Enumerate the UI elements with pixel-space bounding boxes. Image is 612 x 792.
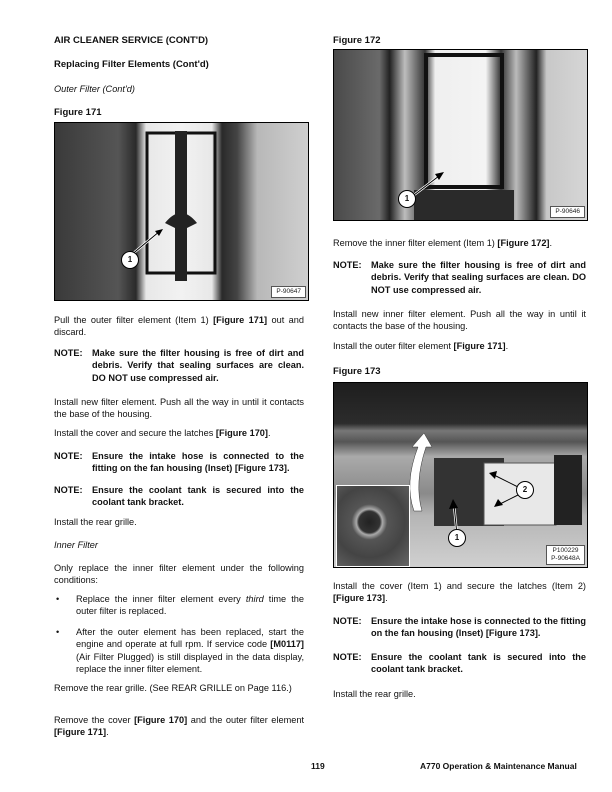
- filter-housing-icon: [334, 50, 587, 220]
- photo-code: P-90647: [271, 286, 306, 298]
- paragraph: [54, 714, 304, 739]
- text: and the outer filter element: [187, 715, 304, 725]
- text: .: [549, 238, 553, 248]
- figure-173-label: Figure 173: [333, 366, 381, 377]
- text: Replace the inner filter element every: [76, 594, 246, 604]
- text: Install the rear grille.: [54, 517, 137, 527]
- text: .: [505, 341, 509, 351]
- figure-reference: [Figure 170]: [215, 428, 268, 438]
- figure-reference: [Figure 171]: [213, 315, 268, 325]
- paragraph: [333, 688, 586, 700]
- paragraph: [54, 427, 304, 439]
- paragraph: [333, 340, 586, 352]
- note-label: NOTE:: [54, 485, 83, 495]
- figure-reference: [Figure 171]: [453, 341, 506, 351]
- note-label: NOTE:: [333, 260, 362, 270]
- inset-photo: [336, 485, 410, 567]
- note-text: Make sure the filter housing is free of dirt and debris. Verify that sealing surfaces are clean. DO NOT use compressed air.: [371, 260, 586, 295]
- figure-reference: [Figure 173]: [333, 593, 386, 604]
- text: After the outer element has been replaced, start the engine and operate at full rpm. If service code: [76, 627, 304, 650]
- figure-173-photo: [333, 382, 588, 568]
- note-text: Make sure the filter housing is free of dirt and debris. Verify that sealing surfaces are clean. DO NOT use compressed air.: [92, 348, 304, 383]
- text: .: [385, 593, 388, 604]
- bullet-item: [54, 626, 304, 676]
- note-label: NOTE:: [54, 348, 83, 358]
- note-text: Ensure the intake hose is connected to the fitting on the fan housing (Inset) [Figure 173].: [371, 616, 586, 639]
- note-text: Ensure the coolant tank is secured into the coolant tank bracket.: [371, 652, 586, 675]
- text: Remove the rear grille. (See REAR GRILLE on Page 116.): [54, 683, 292, 693]
- subsection-title: Replacing Filter Elements (Cont'd): [54, 59, 209, 70]
- callout-1: 1: [448, 529, 466, 547]
- inner-filter-heading: Inner Filter: [54, 540, 98, 550]
- text: Only replace the inner filter element under the following conditions:: [54, 563, 304, 586]
- paragraph: [333, 237, 586, 249]
- bullet-item: [54, 593, 304, 618]
- text: Install the outer filter element: [333, 341, 454, 351]
- sub-subsection-title: Outer Filter (Cont'd): [54, 84, 135, 94]
- figure-172-label: Figure 172: [333, 35, 381, 46]
- photo-code: P-90646: [550, 206, 585, 218]
- paragraph: [333, 580, 586, 605]
- text: out and discard.: [54, 315, 304, 338]
- text: Install new filter element. Push all the way in until it contacts the base of the housing.: [54, 397, 304, 420]
- figure-171-label: Figure 171: [54, 107, 102, 118]
- note: [54, 484, 304, 509]
- text: .: [106, 727, 109, 738]
- photo-code: [546, 545, 585, 565]
- figure-172-photo: [333, 49, 588, 221]
- callout-1: 1: [121, 251, 139, 269]
- text: .: [267, 428, 271, 438]
- text: time the outer filter is replaced.: [76, 594, 305, 617]
- paragraph: [54, 562, 304, 587]
- note-text: Ensure the coolant tank is secured into the coolant tank bracket.: [92, 485, 304, 508]
- section-title: AIR CLEANER SERVICE (CONT'D): [54, 35, 209, 46]
- note: [333, 615, 586, 640]
- figure-171-photo: [54, 122, 309, 301]
- figure-reference: [Figure 170]: [134, 715, 188, 725]
- text: Pull the outer filter element (Item 1): [54, 315, 214, 325]
- photo-code-line: P100229: [552, 547, 579, 554]
- text: Install the rear grille.: [333, 689, 416, 699]
- filter-outline-icon: [55, 123, 308, 300]
- text: Remove the cover: [54, 715, 135, 725]
- callout-1: 1: [398, 190, 416, 208]
- page-number: 119: [311, 761, 325, 771]
- text: Install the cover (Item 1) and secure the latches (Item 2): [333, 581, 586, 591]
- text: (Air Filter Plugged) is still displayed in the data display, replace the inner filter element.: [76, 651, 304, 675]
- note-label: NOTE:: [54, 451, 83, 461]
- paragraph: [333, 308, 586, 333]
- text: Install new inner filter element. Push all the way in until it contacts the base of the housing.: [333, 309, 586, 332]
- paragraph: [54, 516, 304, 528]
- paragraph: [54, 682, 304, 694]
- callout-2: 2: [516, 481, 534, 499]
- note-text: Ensure the intake hose is connected to the fitting on the fan housing (Inset) [Figure 173].: [92, 451, 304, 474]
- bullet-icon: •: [56, 627, 60, 637]
- note: [54, 347, 304, 384]
- note: [333, 651, 586, 676]
- text: Install the cover and secure the latches: [54, 428, 216, 438]
- photo-code-line: P-90648A: [551, 555, 580, 562]
- text: Remove the inner filter element (Item 1): [333, 238, 498, 248]
- paragraph: [54, 314, 304, 339]
- manual-title: A770 Operation & Maintenance Manual: [420, 761, 577, 771]
- service-code: [M0117]: [270, 639, 304, 650]
- paragraph: [54, 396, 304, 421]
- figure-reference: [Figure 172]: [497, 238, 550, 248]
- note-label: NOTE:: [333, 616, 362, 626]
- note-label: NOTE:: [333, 652, 362, 662]
- emphasis: third: [245, 594, 264, 604]
- figure-reference: [Figure 171]: [54, 727, 107, 738]
- bullet-icon: •: [56, 594, 60, 604]
- note: [54, 450, 304, 475]
- note: [333, 259, 586, 296]
